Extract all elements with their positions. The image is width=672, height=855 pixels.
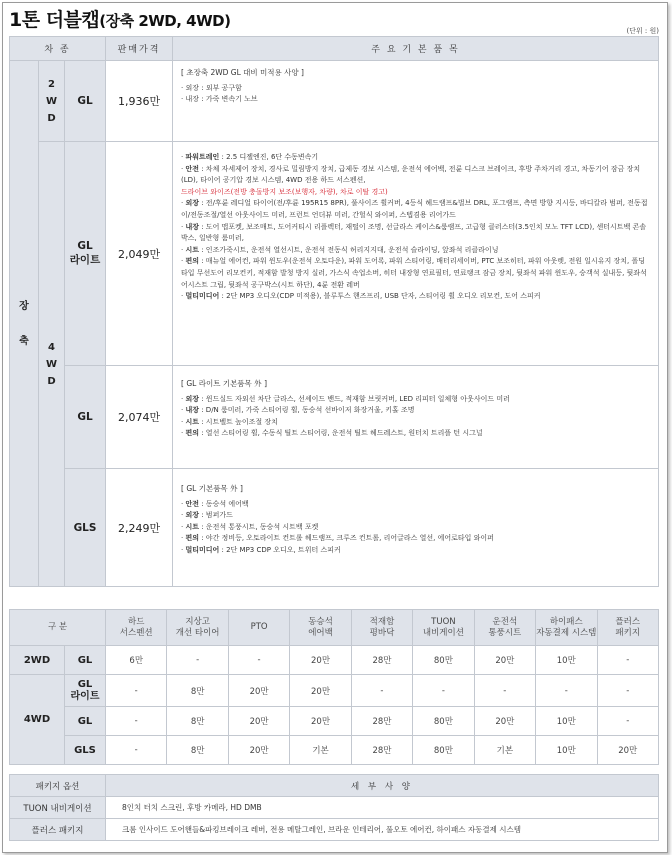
package-name: TUON 내비게이션: [10, 797, 106, 819]
grade-cell: GL: [65, 707, 106, 736]
option-col-header: 하드 서스펜션: [106, 610, 167, 646]
option-header-row: [10, 610, 659, 646]
items-cell: [ GL 라이트 기본품목 外 ] · 외장 : 윈드실드 자외선 차단 글라스, 선셰이드 밴드, 적재함 브릿커버, LED 리피터 일체형 아웃사이드 미러 · 내장 : D/N 룸미러, 가죽 스티어링 휠, 동승석 선바이저 화장거울, 키홀 조명 · 시트 : 시트벨트 높이조절 장치 · 편의 : 열선 스티어링 휠, 수동식 틸트 스티어링, 운전석 틸트 헤드레스트, 원터치 트리플 턴 시그널: [173, 366, 659, 469]
option-col-header: 지상고 개선 타이어: [167, 610, 228, 646]
grade-cell: GL: [65, 646, 106, 675]
option-col-header: 동승석 에어백: [290, 610, 351, 646]
option-label-header: 구 분: [10, 610, 106, 646]
price-cell: 2,049만: [106, 142, 173, 366]
option-row-4wd-gls: GLS - 8만 20만 기본 28만 80만 기본 10만 20만: [10, 736, 659, 765]
package-header-row: [10, 775, 659, 797]
option-col-header: 플러스 패키지: [597, 610, 659, 646]
option-col-header: 운전석 통풍시트: [474, 610, 535, 646]
option-col-header: TUON 내비게이션: [413, 610, 474, 646]
package-table: [9, 774, 659, 841]
package-option-header: 패키지 옵션: [10, 775, 106, 797]
items-cell: [ 초장축 2WD GL 대비 미적용 사양 ] · 외장 : 외부 공구함 · 내장 : 가죽 변속기 노브: [173, 61, 659, 142]
items-cell: [ GL 기본품목 外 ] · 안전 : 동승석 에어백 · 외장 : 범퍼가드 · 시트 : 운전석 통풍시트, 동승석 시트백 포켓 · 편의 : 야간 정비등, 오토라이트 컨트롤 헤드램프, 크루즈 컨트롤, 리어글라스 열선, 에어로타입 와이퍼 · 멀티미디어 : 2단 MP3 CDP 오디오, 트위터 스피커: [173, 469, 659, 587]
package-row: [10, 797, 659, 819]
drive-4wd-cell: 4 W D: [39, 142, 65, 587]
package-detail: 크롬 인사이드 도어핸들&파킹브레이크 레버, 전용 메탈그레인, 브라운 인테리어, 풀오토 에어컨, 하이패스 자동결제 시스템: [106, 819, 659, 841]
drive-2wd-cell: 2 W D: [39, 61, 65, 142]
option-col-header: 하이패스 자동결제 시스템: [536, 610, 597, 646]
table-row-gl-lite: [10, 142, 659, 366]
package-row: [10, 819, 659, 841]
grade-cell: GL 라이트: [65, 142, 106, 366]
table-row-gl-4wd: [10, 366, 659, 469]
package-name: 플러스 패키지: [10, 819, 106, 841]
col-header-price: 판매가격: [106, 37, 173, 61]
title-sub: (장축 2WD, 4WD): [99, 12, 231, 30]
grade-cell: GLS: [65, 736, 106, 765]
price-cell: 1,936만: [106, 61, 173, 142]
price-cell: 2,249만: [106, 469, 173, 587]
grade-cell: GL: [65, 366, 106, 469]
unit-note: (단위 : 원): [626, 27, 659, 35]
option-row-4wd-gl: GL - 8만 20만 20만 28만 80만 20만 10만 -: [10, 707, 659, 736]
col-header-model: 차 종: [10, 37, 106, 61]
items-cell: · 파워트레인 : 2.5 디젤엔진, 6단 수동변속기 · 안전 : 차체 자세제어 장치, 경사로 밀림방지 장치, 급제동 경보 시스템, 운전석 에어백, 전륜 디스크 브레이크, 후방 주차거리 경고, 차동기어 잠금 장치(LD), 타이어 공기압 경보 시스템, 4WD 전용 하드 서스펜션, 드라이브 와이즈(전방 충돌방지 보조(보행자, 차량), 차로 이탈 경고) · 외장 : 전/후륜 레디얼 타이어(전/후륜 195R15 8PR), 풀사이즈 휠커버, 4등식 헤드램프&벌브 DRL, 포그램프, 측면 방향 지시등, 바디칼라 범퍼, 전동접이/전동조절/열선 아웃사이드 미러, 프런트 언더뷰 미러, 간헐식 와이퍼, 스텝겸용 리어가드 · 내장 : 도어 맵포켓, 보조매트, 도어커티시 리플렉터, 재떨이 조명, 선글라스 케이스&룸램프, 고급형 클러스터(3.5인치 모노 TFT LCD), 센터시트백 콘솔박스, 일반형 룸미러, · 시트 : 인조가죽시트, 운전석 열선시트, 운전석 전동식 허리지지대, 운전석 슬라이딩, 앞좌석 리클라이닝 · 편의 : 매뉴얼 에어컨, 파워 윈도우(운전석 오토다운), 파워 도어록, 파워 스티어링, 배터리세이버, PTC 보조히터, 파워 아웃렛, 전원 일시유지 장치, 폴딩타입 무선도어 리모컨키, 적재함 발청 방지 실러, 가스식 속업소버, 히터 내장형 연료필터, 연료탱크 잠금 장치, 뒷좌석 파워 윈도우, 승객석 실내등, 뒷좌석 어시스트 그립, 뒷좌석 공구박스(시트 하단), 4륜 전환 레버 · 멀티미디어 : 2단 MP3 오디오(CDP 미적용), 블루투스 핸즈프리, USB 단자, 스티어링 휠 오디오 리모컨, 도어 스피커: [173, 142, 659, 366]
drive-4wd-cell: 4WD: [10, 675, 65, 765]
body-type-cell: 장 축: [10, 61, 39, 587]
option-col-header: 적재함 평바닥: [351, 610, 412, 646]
table-row-gls-4wd: [10, 469, 659, 587]
grade-cell: GLS: [65, 469, 106, 587]
drive-2wd-cell: 2WD: [10, 646, 65, 675]
package-detail: 8인치 터치 스크린, 후방 카메라, HD DMB: [106, 797, 659, 819]
option-row-4wd-gl-lite: 4WD GL 라이트 - 8만 20만 20만 - - - - -: [10, 675, 659, 707]
page-title: [9, 5, 230, 32]
spec-table: [9, 36, 659, 587]
price-cell: 2,074만: [106, 366, 173, 469]
package-detail-header: 세 부 사 양: [106, 775, 659, 797]
grade-cell: GL: [65, 61, 106, 142]
table-row-gl-2wd: [10, 61, 659, 142]
grade-cell: GL 라이트: [65, 675, 106, 707]
option-col-header: PTO: [228, 610, 289, 646]
option-price-table: [9, 609, 659, 765]
red-highlight: 드라이브 와이즈(전방 충돌방지 보조(보행자, 차량), 차로 이탈 경고): [181, 187, 388, 196]
col-header-items: 주 요 기 본 품 목: [173, 37, 659, 61]
option-row-2wd-gl: 2WD GL 6만 - - 20만 28만 80만 20만 10만 -: [10, 646, 659, 675]
title-main: 1톤 더블캡: [9, 9, 100, 31]
